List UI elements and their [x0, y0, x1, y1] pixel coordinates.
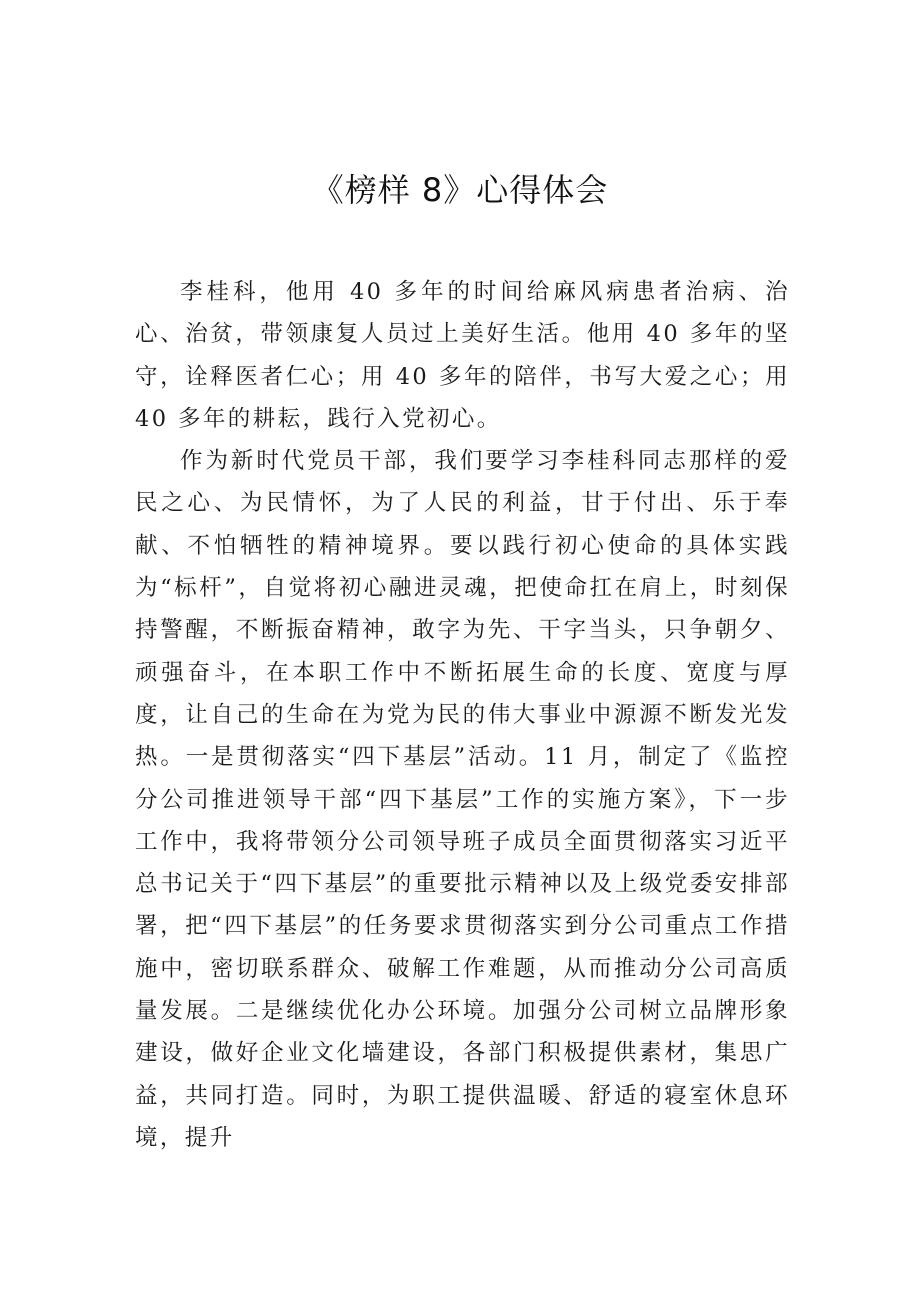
paragraph-1: 李桂科，他用 40 多年的时间给麻风病患者治病、治心、治贫，带领康复人员过上美好生活。他用 40 多年的坚守，诠释医者仁心；用 40 多年的陪伴，书写大爱之心；用 40 多年的耕耘，践行入党初心。	[135, 279, 790, 432]
document-body	[135, 271, 790, 1159]
paragraph-2: 作为新时代党员干部，我们要学习李桂科同志那样的爱民之心、为民情怀，为了人民的利益，甘于付出、乐于奉献、不怕牺牲的精神境界。要以践行初心使命的具体实践为“标杆”，自觉将初心融进灵魂，把使命扛在肩上，时刻保持警醒，不断振奋精神，敢字为先、干字当头，只争朝夕、顽强奋斗，在本职工作中不断拓展生命的长度、宽度与厚度，让自己的生命在为党为民的伟大事业中源源不断发光发热。一是贯彻落实“四下基层”活动。11 月，制定了《监控分公司推进领导干部“四下基层”工作的实施方案》，下一步工作中，我将带领分公司领导班子成员全面贯彻落实习近平总书记关于“四下基层”的重要批示精神以及上级党委安排部署，把“四下基层”的任务要求贯彻落实到分公司重点工作措施中，密切联系群众、破解工作难题，从而推动分公司高质量发展。二是继续优化办公环境。加强分公司树立品牌形象建设，做好企业文化墙建设，各部门积极提供素材，集思广益，共同打造。同时，为职工提供温暖、舒适的寝室休息环境，提升	[135, 448, 790, 1151]
document-title: 《榜样 8》心得体会	[311, 171, 609, 209]
